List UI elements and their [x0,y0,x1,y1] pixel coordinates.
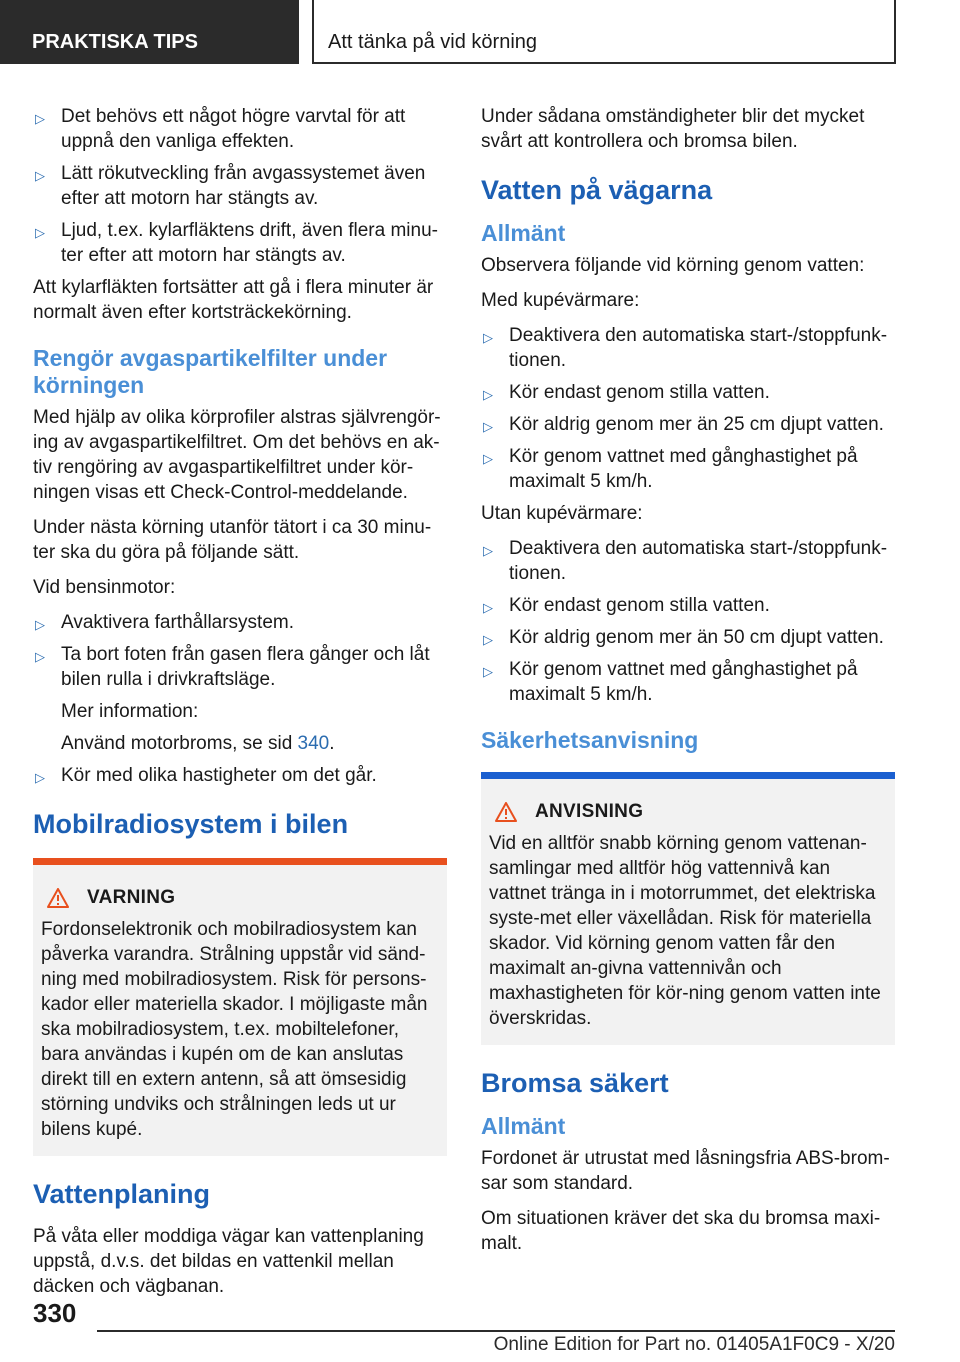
section-heading: Mobilradiosystem i bilen [33,809,349,839]
bullet-list [33,104,447,268]
list-item: ▷ Kör genom vattnet med gånghastighet på maximalt 5 km/h. [483,659,858,705]
bullet-list [33,610,447,788]
right-column [481,104,895,1266]
triangle-right-icon: ▷ [35,225,45,240]
triangle-right-icon: ▷ [483,330,493,345]
triangle-right-icon: ▷ [35,111,45,126]
footer-edition: Online Edition for Part no. 01405A1F0C9 - X/20 [493,1334,895,1355]
notice-header [489,801,887,823]
paragraph: Att kylarfläkten fortsätter att gå i flera minuter är normalt även efter kortsträckekörning. [33,277,434,323]
triangle-right-icon: ▷ [35,168,45,183]
more-info-label: Mer information: [61,701,199,722]
section-heading: Vatten på vägarna [481,175,713,205]
list-item: ▷ Deaktivera den automatiska start-/stoppfunk-tionen. [483,325,888,371]
paragraph: Under sådana omständigheter blir det mycket svårt att kontrollera och bromsa bilen. [481,106,865,152]
chapter-title-box [312,0,896,64]
list-item: ▷ Kör aldrig genom mer än 50 cm djupt vatten. [481,625,895,650]
paragraph: Med hjälp av olika körprofiler alstras självrengör-ing av avgaspartikelfiltret. Om det behövs en ak-tiv rengöring av avgaspartikelfiltret under kör-ningen visas ett Check-Control-meddelande. [33,407,441,503]
paragraph: Utan kupévärmare: [481,503,643,524]
warning-text: Fordonselektronik och mobilradiosystem kan påverka varandra. Strålning uppstår vid sänd-ning med mobilradiosystem. Risk för persons-kador eller materiella skador. I möjligaste mån ska mobilradiosystem, t.ex. mobiltelefoner, bara användas i kupén om de kan anslutas direkt till en extern antenn, så att ömsesidig störning undviks och strålningen leds ut ur bilens kupé. [41,919,428,1140]
paragraph: Vid bensinmotor: [33,577,176,598]
triangle-right-icon: ▷ [483,387,493,402]
subsection-heading: Allmänt [481,220,566,246]
list-item: ▷ Det behövs ett något högre varvtal för att uppnå den vanliga effekten. [35,106,406,152]
paragraph: Fordonet är utrustat med låsningsfria ABS-brom-sar som standard. [481,1148,890,1194]
triangle-right-icon: ▷ [483,451,493,466]
list-item: ▷ Ljud, t.ex. kylarfläktens drift, även flera minu-ter efter att motorn har stängts av. [35,220,438,266]
bullet-list [481,536,895,707]
list-item: ▷ Ta bort foten från gasen flera gånger och låt bilen rulla i drivkraftsläge. Mer information: Använd motorbroms, se sid 340. [33,642,447,756]
paragraph: Observera följande vid körning genom vatten: [481,255,865,276]
list-item: ▷ Kör endast genom stilla vatten. [481,380,895,405]
triangle-right-icon: ▷ [483,664,493,679]
warning-header [41,887,439,909]
triangle-right-icon: ▷ [483,600,493,615]
section-heading: Bromsa säkert [481,1068,669,1098]
chapter-title: Att tänka på vid körning [328,31,538,53]
section-label: PRAKTISKA TIPS [32,31,198,53]
triangle-right-icon: ▷ [483,543,493,558]
list-item: ▷ Kör aldrig genom mer än 25 cm djupt vatten. [481,412,895,437]
list-item: ▷ Avaktivera farthållarsystem. [33,610,447,635]
section-heading: Rengör avgaspartikelfilter under körningen [33,345,388,398]
notice-box [481,772,895,1045]
page-link[interactable]: 340 [297,733,330,754]
paragraph: Under nästa körning utanför tätort i ca 30 minu-ter ska du göra på följande sätt. [33,517,432,563]
warning-triangle-icon [47,888,69,908]
paragraph: Om situationen kräver det ska du bromsa maxi-malt. [481,1208,881,1254]
bullet-list [481,323,895,494]
section-heading: Vattenplaning [33,1179,211,1209]
cross-reference: Använd motorbroms, se sid 340. [61,733,335,754]
triangle-right-icon: ▷ [35,770,45,785]
list-item: ▷ Kör genom vattnet med gånghastighet på maximalt 5 km/h. [483,446,858,492]
list-item: ▷ Kör endast genom stilla vatten. [481,593,895,618]
left-column [33,104,447,1309]
triangle-right-icon: ▷ [35,649,45,664]
notice-title: ANVISNING [535,801,644,822]
triangle-right-icon: ▷ [35,617,45,632]
page-number: 330 [33,1298,77,1328]
notice-text: Vid en alltför snabb körning genom vattenan-samlingar med alltför hög vattennivå kan vattnet tränga in i motorrummet, det elektriska syste-met eller växellådan. Risk för materiella skador. Vid körning genom vatten får den maximalt an-givna vattennivån och maxhastigheten för kör-ning genom vatten inte överskridas. [489,833,881,1029]
footer-divider [97,1330,895,1332]
section-tab [0,0,299,64]
section-heading: Säkerhetsanvisning [481,727,699,753]
warning-box [33,858,447,1156]
subsection-heading: Allmänt [481,1113,566,1139]
list-item: ▷ Deaktivera den automatiska start-/stoppfunk-tionen. [483,538,888,584]
paragraph: På våta eller moddiga vägar kan vattenplaning uppstå, d.v.s. det bildas en vattenkil mellan däcken och vägbanan. [33,1226,424,1297]
triangle-right-icon: ▷ [483,419,493,434]
list-item: ▷ Kör med olika hastigheter om det går. [33,763,447,788]
warning-triangle-icon [495,802,517,822]
paragraph: Med kupévärmare: [481,290,640,311]
list-item: ▷ Lätt rökutveckling från avgassystemet även efter att motorn har stängts av. [35,163,426,209]
warning-title: VARNING [87,887,176,908]
triangle-right-icon: ▷ [483,632,493,647]
